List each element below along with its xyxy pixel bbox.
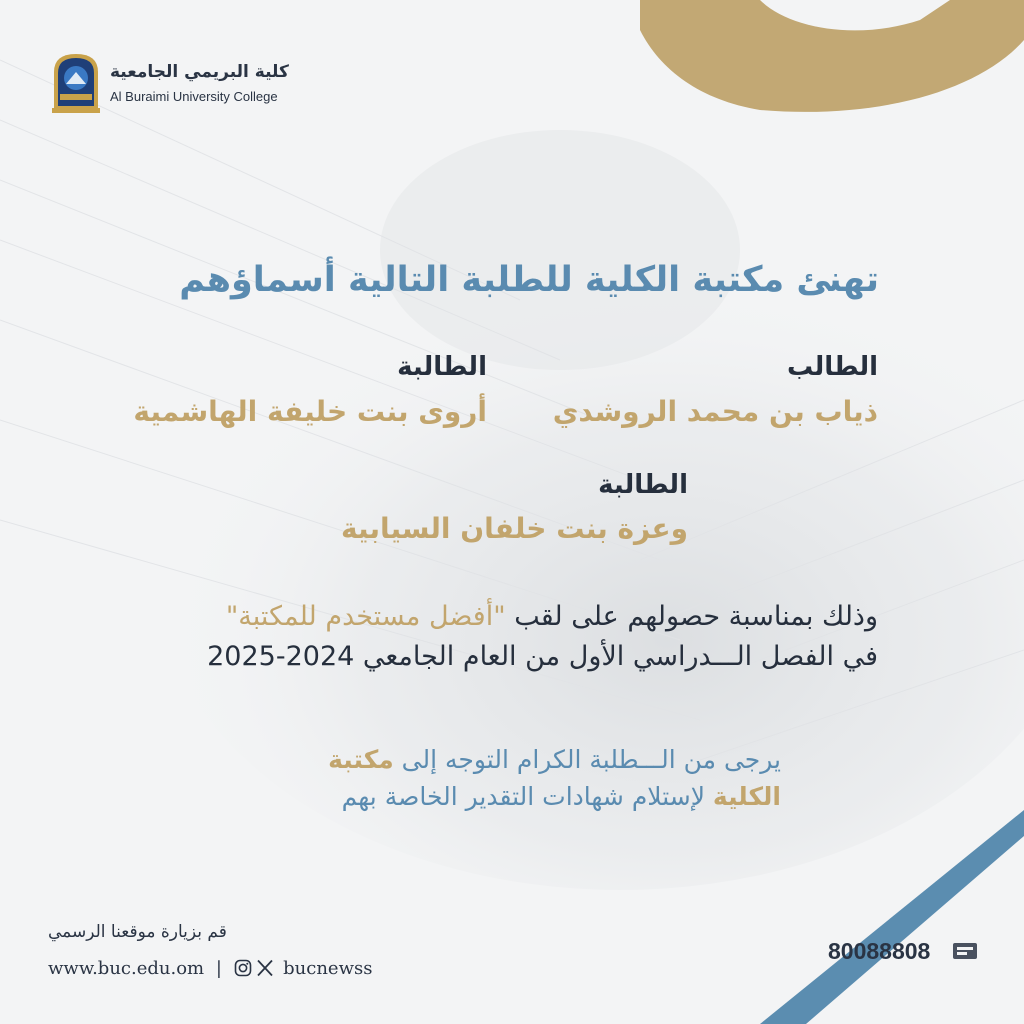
note-text: يرجى من الـــطلبة الكرام التوجه إلى <box>393 745 781 774</box>
college-logo <box>50 50 102 114</box>
website-link[interactable]: www.buc.edu.om <box>48 958 205 979</box>
brand-name-english: Al Buraimi University College <box>110 89 278 104</box>
student-2-name: أروى بنت خليفة الهاشمية <box>133 395 487 428</box>
occasion-text: وذلك بمناسبة حصولهم على لقب <box>505 601 878 632</box>
note-text-2: لإستلام شهادات التقدير الخاصة بهم <box>341 782 713 811</box>
student-3-label: الطالبة <box>598 470 688 500</box>
note-line-1 <box>328 742 781 778</box>
college-emblem-icon <box>50 50 102 114</box>
brand-name-arabic: كلية البريمي الجامعية <box>110 62 289 82</box>
social-handle[interactable]: bucnewss <box>283 958 373 979</box>
headline: تهنئ مكتبة الكلية للطلبة التالية أسماؤهم <box>179 260 879 300</box>
x-icon[interactable] <box>257 959 273 982</box>
student-2-label: الطالبة <box>397 352 487 382</box>
note-highlight-college: الكلية <box>712 782 781 811</box>
instagram-icon[interactable] <box>234 959 252 982</box>
occasion-line-2: في الفصل الـــدراسي الأول من العام الجامعي 2024-2025 <box>207 641 878 672</box>
footer-links <box>48 958 372 982</box>
student-3-name: وعزة بنت خلفان السيابية <box>341 512 688 545</box>
note-line-2 <box>342 779 781 815</box>
phone-icon <box>952 940 978 962</box>
visit-website-text: قم بزيارة موقعنا الرسمي <box>48 922 227 942</box>
award-title: "أفضل مستخدم للمكتبة" <box>225 601 506 632</box>
student-1-name: ذياب بن محمد الروشدي <box>552 395 878 428</box>
note-highlight-library: مكتبة <box>328 745 394 774</box>
phone-number[interactable]: 80088808 <box>828 938 931 964</box>
separator: | <box>215 958 222 979</box>
occasion-line-1 <box>226 598 878 636</box>
student-1-label: الطالب <box>786 352 878 382</box>
